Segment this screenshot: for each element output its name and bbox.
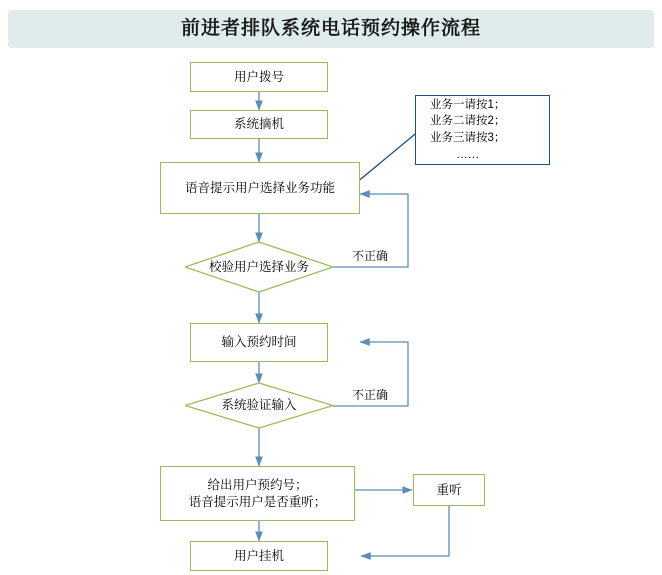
node-replay[interactable]	[413, 474, 485, 506]
node-give-appointment-number-line-2: 语音提示用户是否重听；	[188, 494, 327, 509]
decision-check-service-line-1: 校验用户	[208, 259, 259, 274]
decision-verify-input-line-1: 系统验证	[221, 398, 272, 413]
node-voice-prompt[interactable]	[160, 162, 360, 214]
note-line-2: 业务二请按2；	[430, 115, 506, 128]
note-lines	[430, 97, 505, 164]
decision-verify-input[interactable]	[185, 383, 333, 428]
note-line-4: ……	[456, 148, 480, 161]
decision-check-service[interactable]	[185, 242, 333, 292]
decision-check-service-line-2: 选择业务	[259, 259, 310, 274]
decision-verify-input-label	[185, 383, 333, 428]
edge-label-incorrect-input: 不正确	[352, 388, 389, 402]
node-user-hangup-label: 用户挂机	[233, 548, 284, 563]
node-input-appointment-time-label: 输入预约时间	[221, 335, 297, 350]
node-system-offhook[interactable]	[190, 110, 328, 139]
node-replay-label: 重听	[436, 482, 462, 497]
note-service-options	[415, 95, 550, 165]
decision-verify-input-line-2: 输入	[271, 398, 297, 413]
node-give-appointment-number-line-1: 给出用户预约号；	[207, 477, 308, 492]
node-user-dial-label: 用户拨号	[233, 69, 284, 84]
note-line-3: 业务三请按3；	[430, 132, 506, 144]
node-system-offhook-label: 系统摘机	[233, 117, 284, 132]
title-banner	[8, 10, 654, 48]
node-user-dial[interactable]	[190, 62, 328, 92]
node-user-hangup[interactable]	[190, 541, 328, 571]
node-voice-prompt-label: 语音提示用户选择业务功能	[184, 180, 335, 195]
page-title: 前进者排队系统电话预约操作流程	[180, 18, 481, 39]
edge-label-incorrect-service: 不正确	[352, 249, 389, 263]
node-give-appointment-number[interactable]	[160, 466, 355, 521]
node-input-appointment-time[interactable]	[190, 323, 328, 362]
note-line-1: 业务一请按1；	[430, 98, 506, 111]
decision-check-service-label	[185, 242, 333, 292]
